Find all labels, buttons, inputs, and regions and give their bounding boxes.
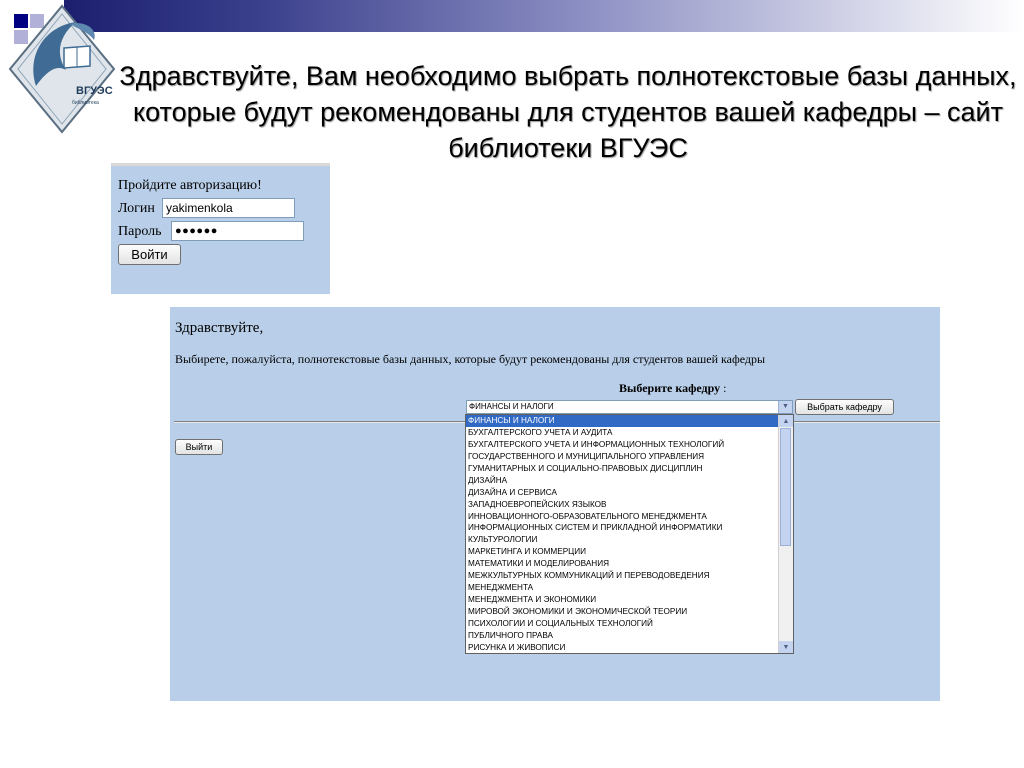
department-option[interactable]: ДИЗАЙНА [468, 475, 508, 485]
department-select[interactable] [466, 400, 793, 414]
department-dropdown-list[interactable] [465, 414, 794, 654]
department-option[interactable]: БУХГАЛТЕРСКОГО УЧЕТА И ИНФОРМАЦИОННЫХ ТЕХНОЛОГИЙ [468, 439, 725, 449]
department-label-text: Выберите кафедру [619, 381, 721, 395]
password-input[interactable] [171, 221, 304, 241]
login-prompt: Пройдите авторизацию! [118, 178, 262, 193]
login-panel [111, 163, 330, 294]
password-label: Пароль [118, 224, 162, 239]
greeting-text: Здравствуйте, [175, 320, 264, 336]
department-option[interactable]: ФИНАНСЫ И НАЛОГИ [466, 415, 779, 427]
department-selection-panel [170, 307, 940, 701]
department-option[interactable]: ГУМАНИТАРНЫХ И СОЦИАЛЬНО-ПРАВОВЫХ ДИСЦИПЛИН [468, 463, 703, 473]
dropdown-scrollbar[interactable] [778, 415, 793, 653]
scroll-thumb[interactable] [780, 428, 791, 546]
department-option[interactable]: ИННОВАЦИОННОГО-ОБРАЗОВАТЕЛЬНОГО МЕНЕДЖМЕНТА [468, 511, 707, 521]
department-option[interactable]: МЕНЕДЖМЕНТА [468, 583, 534, 593]
department-option[interactable]: МАТЕМАТИКИ И МОДЕЛИРОВАНИЯ [468, 559, 609, 569]
slide-header-bar [64, 0, 1024, 32]
department-option[interactable]: МЕЖКУЛЬТУРНЫХ КОММУНИКАЦИЙ И ПЕРЕВОДОВЕДЕНИЯ [468, 571, 710, 581]
department-option[interactable]: ГОСУДАРСТВЕННОГО И МУНИЦИПАЛЬНОГО УПРАВЛЕНИЯ [468, 451, 705, 461]
login-label: Логин [118, 201, 155, 216]
department-option[interactable]: ПУБЛИЧНОГО ПРАВА [468, 630, 553, 640]
logo-text: ВГУЭС [76, 85, 113, 97]
login-input[interactable] [162, 198, 295, 218]
login-submit-button[interactable]: Войти [118, 244, 181, 265]
department-options [466, 415, 779, 654]
instruction-text: Выбирете, пожалуйста, полнотекстовые базы данных, которые будут рекомендованы для студентов вашей кафедры [175, 352, 766, 366]
department-option[interactable]: ПСИХОЛОГИИ И СОЦИАЛЬНЫХ ТЕХНОЛОГИЙ [468, 618, 653, 628]
department-option[interactable]: БУХГАЛТЕРСКОГО УЧЕТА И АУДИТА [468, 427, 613, 437]
department-option[interactable]: МАРКЕТИНГА И КОММЕРЦИИ [468, 547, 586, 557]
department-option[interactable]: ЗАПАДНОЕВРОПЕЙСКИХ ЯЗЫКОВ [468, 499, 607, 509]
department-option[interactable]: РИСУНКА И ЖИВОПИСИ [468, 642, 566, 652]
department-label-colon: : [723, 381, 727, 395]
slide-title: Здравствуйте, Вам необходимо выбрать полнотекстовые базы данных, которые будут рекомендованы для студентов вашей кафедры – сайт библиотеки ВГУЭС [119, 61, 1017, 163]
vguies-library-logo [6, 4, 118, 134]
select-department-button[interactable]: Выбрать кафедру [795, 399, 894, 415]
logo-subtext: библиотека [72, 100, 99, 106]
department-option[interactable]: КУЛЬТУРОЛОГИИ [468, 535, 538, 545]
logout-button[interactable]: Выйти [175, 439, 223, 455]
scroll-up-icon[interactable]: ▲ [779, 415, 793, 427]
department-option[interactable]: ДИЗАЙНА И СЕРВИСА [468, 487, 557, 497]
department-select-value: ФИНАНСЫ И НАЛОГИ [469, 402, 554, 411]
chevron-down-icon[interactable]: ▼ [778, 401, 792, 413]
department-option[interactable]: МЕНЕДЖМЕНТА И ЭКОНОМИКИ [468, 595, 597, 605]
department-label [619, 381, 726, 396]
department-option[interactable]: ИНФОРМАЦИОННЫХ СИСТЕМ И ПРИКЛАДНОЙ ИНФОРМАТИКИ [468, 523, 723, 533]
scroll-down-icon[interactable]: ▼ [779, 641, 793, 653]
department-option[interactable]: МИРОВОЙ ЭКОНОМИКИ И ЭКОНОМИЧЕСКОЙ ТЕОРИИ [468, 607, 688, 616]
